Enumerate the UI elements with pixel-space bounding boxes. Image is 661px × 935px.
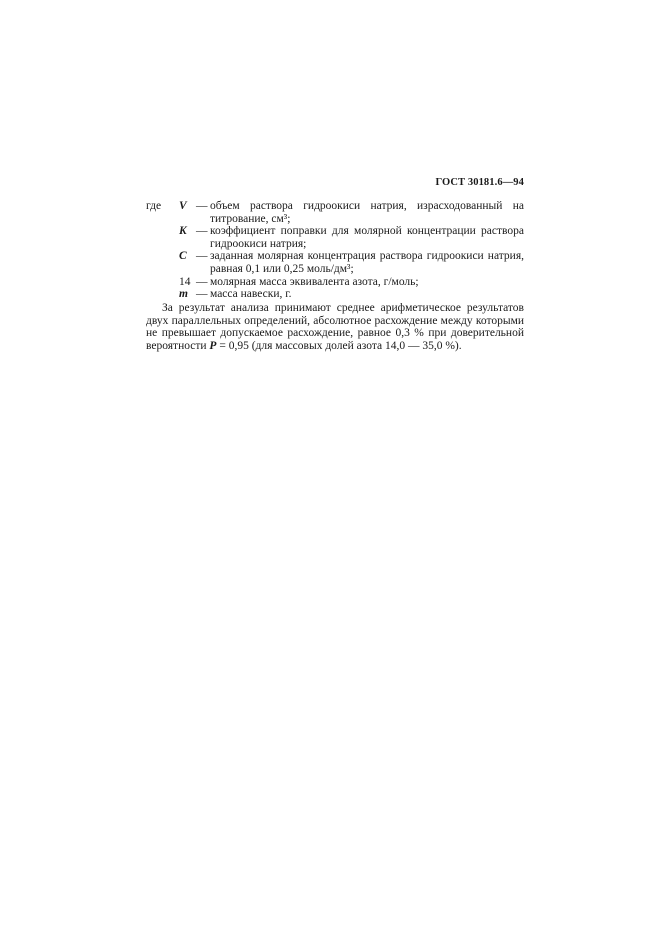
definition-symbol: V	[179, 200, 187, 212]
definition-symbol: C	[179, 250, 187, 263]
definition-text: объем раствора гидроокиси натрия, израсходованный на титрование, см³;	[210, 200, 524, 225]
definition-row-k	[146, 225, 524, 250]
paragraph-text-before: За результат анализа принимают среднее арифметическое результатов двух параллельных определений, абсолютное расхождение между которыми не превышает допускаемое расхождение, равное 0,3 % при доверительной вероятности	[146, 302, 524, 352]
definition-symbol: 14	[179, 275, 191, 288]
definition-dash: —	[196, 225, 208, 238]
variable-definitions	[146, 200, 524, 301]
definition-row-v	[146, 200, 524, 225]
definition-dash: —	[196, 250, 208, 263]
paragraph-text-after: = 0,95 (для массовых долей азота 14,0 — 35,0 %).	[216, 339, 462, 352]
definition-text: коэффициент поправки для молярной концентрации раствора гидроокиси натрия;	[210, 225, 524, 250]
definition-row-14	[146, 276, 524, 289]
definition-dash: —	[196, 200, 208, 212]
definition-row-c	[146, 250, 524, 275]
document-header: ГОСТ 30181.6—94	[435, 177, 524, 188]
definition-text: молярная масса эквивалента азота, г/моль;	[210, 275, 419, 288]
definition-text: масса навески, г.	[210, 288, 292, 301]
definition-row-m	[146, 288, 524, 301]
definition-symbol: m	[179, 288, 188, 301]
definition-text: заданная молярная концентрация раствора гидроокиси натрия, равная 0,1 или 0,25 моль/дм³;	[210, 250, 524, 275]
result-paragraph	[146, 302, 524, 352]
definition-lead-word: где	[146, 200, 162, 212]
definition-symbol: K	[179, 225, 187, 238]
paragraph-symbol: P	[209, 339, 217, 352]
definition-dash: —	[196, 288, 208, 301]
definition-dash: —	[196, 275, 208, 288]
